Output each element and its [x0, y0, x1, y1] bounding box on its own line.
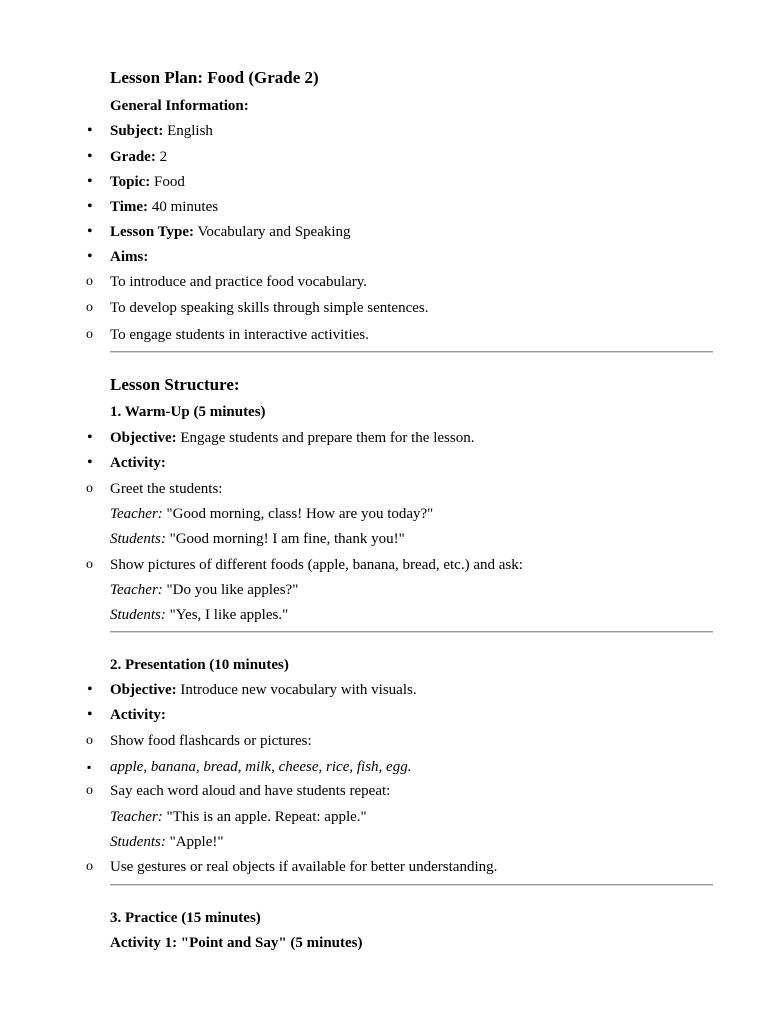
square-marker: ▪	[87, 760, 92, 774]
objective-text: Engage students and prepare them for the lesson.	[176, 430, 475, 446]
dialogue-line-teacher	[110, 505, 433, 523]
circle-marker: o	[86, 327, 93, 342]
info-label: Grade:	[110, 149, 156, 165]
practice-heading: 3. Practice (15 minutes)	[110, 910, 261, 926]
info-label: Aims:	[110, 249, 149, 265]
bullet-marker: •	[87, 148, 93, 165]
vocabulary-words	[110, 758, 411, 776]
circle-marker: o	[86, 557, 93, 572]
info-value: Food	[150, 174, 185, 190]
warmup-show: Show pictures of different foods (apple, banana, bread, etc.) and ask:	[110, 557, 523, 573]
aim-item: To engage students in interactive activities.	[110, 327, 369, 343]
bullet-marker: •	[87, 223, 93, 240]
dialogue-text: "Good morning! I am fine, thank you!"	[165, 531, 405, 547]
dialogue-line-students	[110, 606, 288, 624]
info-item-aims	[110, 248, 148, 266]
horizontal-rule	[110, 631, 713, 633]
bullet-marker: •	[87, 173, 93, 190]
presentation-activity	[110, 706, 166, 724]
bullet-marker: •	[87, 681, 93, 698]
circle-marker: o	[86, 300, 93, 315]
objective-label: Objective:	[110, 682, 177, 698]
bullet-marker: •	[87, 198, 93, 215]
presentation-objective	[110, 681, 417, 699]
circle-marker: o	[86, 859, 93, 874]
info-item-lesson-type	[110, 223, 351, 241]
info-value: 2	[155, 149, 168, 165]
speaker-label: Students:	[110, 607, 166, 623]
dialogue-text: "Do you like apples?"	[162, 582, 299, 598]
bullet-marker: •	[87, 122, 93, 139]
dialogue-line-teacher	[110, 581, 298, 599]
aim-item: To introduce and practice food vocabulary.	[110, 274, 368, 290]
info-item-grade	[110, 148, 167, 166]
info-item-subject	[110, 122, 213, 140]
warmup-heading: 1. Warm-Up (5 minutes)	[110, 404, 266, 420]
objective-label: Objective:	[110, 430, 177, 446]
info-label: Time:	[110, 199, 149, 215]
speaker-label: Students:	[110, 834, 166, 850]
info-item-time	[110, 198, 218, 216]
warmup-objective	[110, 429, 474, 447]
dialogue-text: "Good morning, class! How are you today?"	[162, 506, 434, 522]
info-value: Vocabulary and Speaking	[194, 224, 351, 240]
speaker-label: Teacher:	[110, 506, 163, 522]
speaker-label: Students:	[110, 531, 166, 547]
circle-marker: o	[86, 274, 93, 289]
speaker-label: Teacher:	[110, 582, 163, 598]
info-label: Topic:	[110, 174, 151, 190]
circle-marker: o	[86, 733, 93, 748]
dialogue-line-students	[110, 833, 223, 851]
aim-item: To develop speaking skills through simple sentences.	[110, 300, 429, 316]
presentation-heading: 2. Presentation (10 minutes)	[110, 657, 289, 673]
speaker-label: Teacher:	[110, 809, 163, 825]
general-info-heading: General Information:	[110, 98, 249, 114]
warmup-activity	[110, 454, 166, 472]
warmup-greet: Greet the students:	[110, 481, 223, 497]
objective-text: Introduce new vocabulary with visuals.	[176, 682, 417, 698]
circle-marker: o	[86, 481, 93, 496]
info-value: English	[163, 123, 213, 139]
vocabulary-list: apple, banana, bread, milk, cheese, rice, fish, egg.	[110, 759, 412, 775]
dialogue-text: "This is an apple. Repeat: apple."	[162, 809, 367, 825]
structure-heading: Lesson Structure:	[110, 375, 240, 394]
bullet-marker: •	[87, 248, 93, 265]
dialogue-text: "Yes, I like apples."	[165, 607, 289, 623]
info-value: 40 minutes	[148, 199, 219, 215]
info-label: Subject:	[110, 123, 164, 139]
dialogue-line-teacher	[110, 808, 367, 826]
horizontal-rule	[110, 884, 713, 886]
presentation-gestures: Use gestures or real objects if available for better understanding.	[110, 859, 498, 875]
dialogue-text: "Apple!"	[165, 834, 224, 850]
bullet-marker: •	[87, 429, 93, 446]
circle-marker: o	[86, 783, 93, 798]
practice-activity1-heading: Activity 1: "Point and Say" (5 minutes)	[110, 935, 363, 951]
bullet-marker: •	[87, 454, 93, 471]
info-label: Lesson Type:	[110, 224, 195, 240]
dialogue-line-students	[110, 530, 405, 548]
activity-label: Activity:	[110, 455, 166, 471]
horizontal-rule	[110, 351, 713, 353]
presentation-say: Say each word aloud and have students repeat:	[110, 783, 391, 799]
bullet-marker: •	[87, 706, 93, 723]
activity-label: Activity:	[110, 707, 166, 723]
info-item-topic	[110, 173, 185, 191]
presentation-show: Show food flashcards or pictures:	[110, 733, 312, 749]
page-title: Lesson Plan: Food (Grade 2)	[110, 68, 319, 87]
